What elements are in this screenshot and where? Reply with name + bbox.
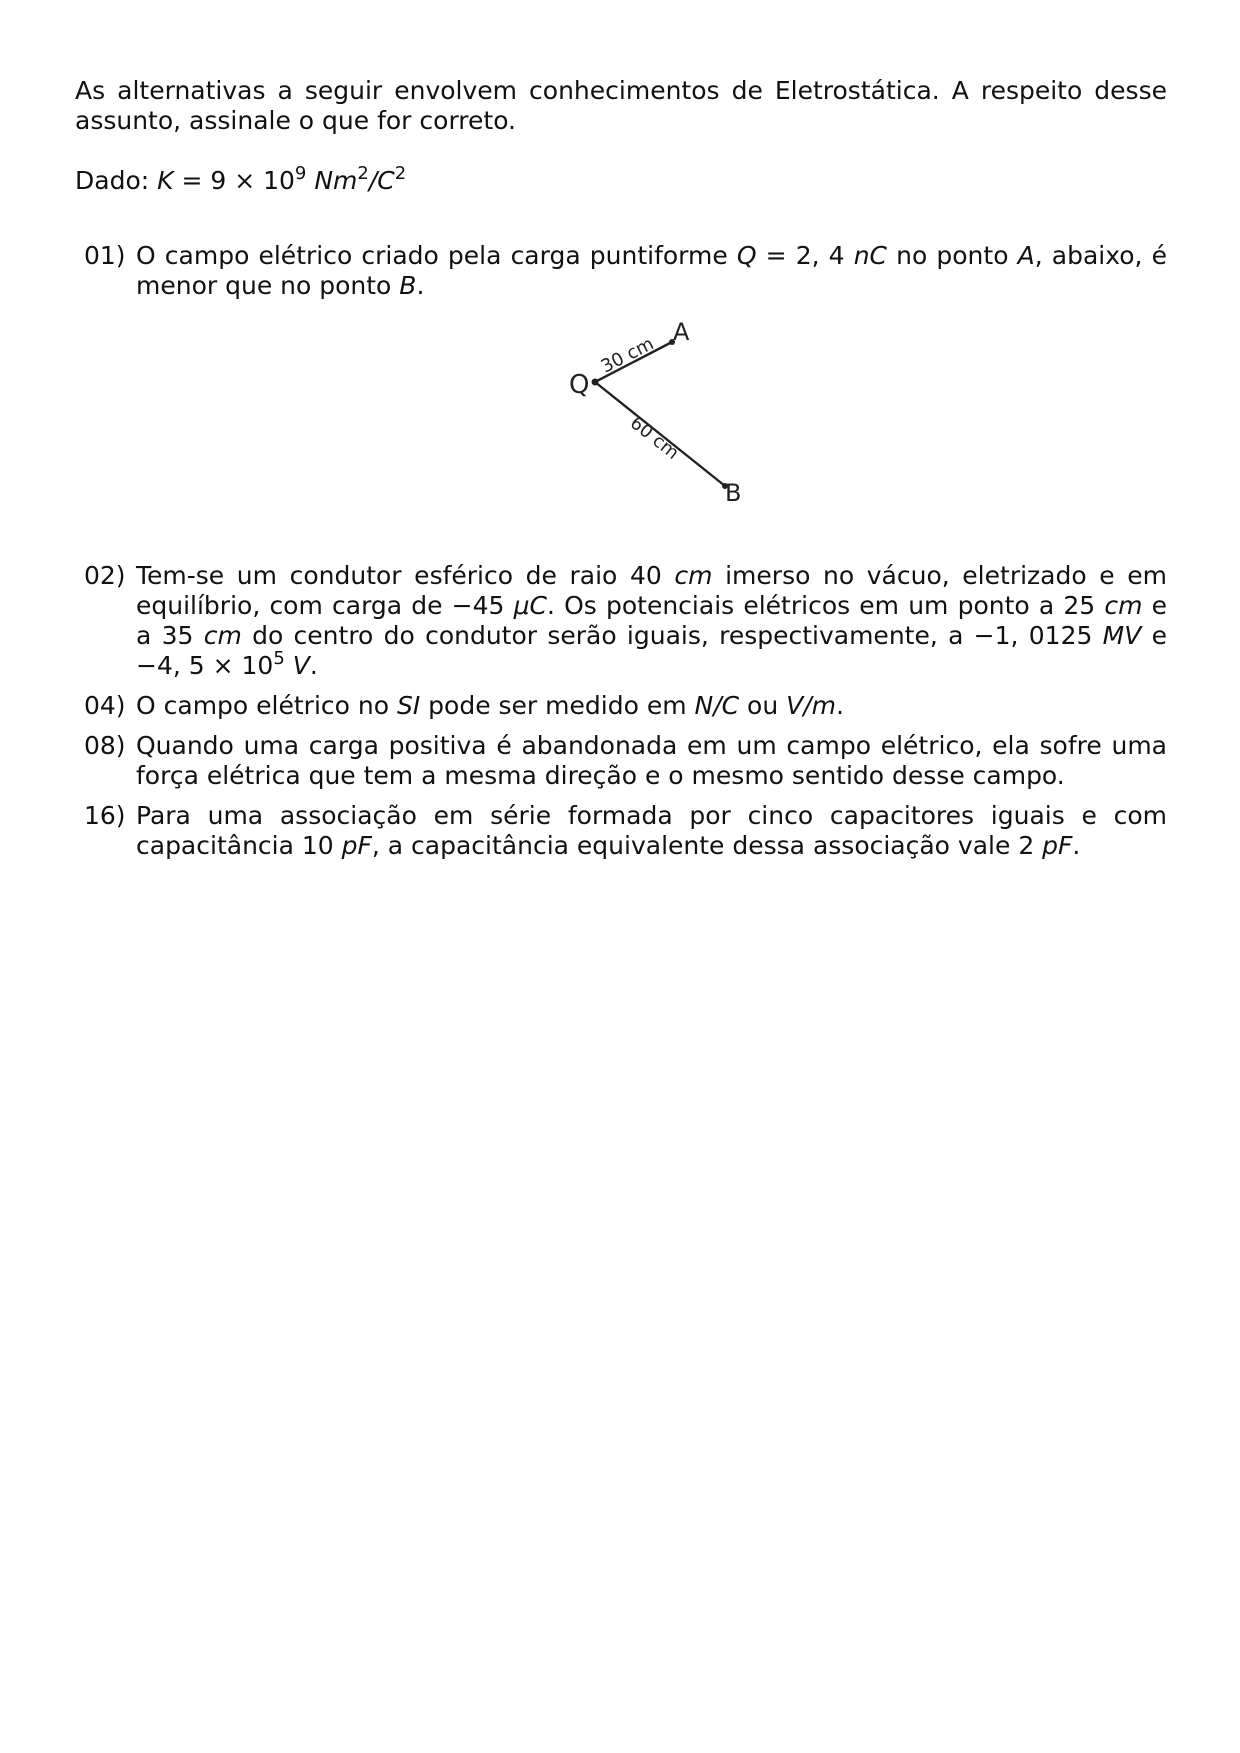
alternative-16 — [75, 801, 1167, 861]
alternative-number: 02) — [84, 561, 126, 590]
point-q — [592, 379, 599, 386]
alternative-02 — [75, 561, 1167, 681]
given-constant — [75, 163, 1167, 196]
question-intro: As alternativas a seguir envolvem conhecimentos de Eletrostática. A respeito desse assunto, assinale o que for correto. — [75, 76, 1167, 135]
alternative-04 — [75, 691, 1167, 721]
alternative-text: Quando uma carga positiva é abandonada em um campo elétrico, ela sofre uma força elétrica que tem a mesma direção e o mesmo sentido desse campo. — [136, 731, 1167, 790]
alternative-text: Para uma associação em série formada por cinco capacitores iguais e com capacitância 10 pF, a capacitância equivalente dessa associação vale 2 pF. — [136, 801, 1167, 860]
alternative-number: 04) — [84, 691, 126, 720]
alternative-08 — [75, 731, 1167, 791]
alternative-number: 08) — [84, 731, 126, 760]
constant-exponent: 9 — [294, 163, 307, 184]
distance-qb: 60 cm — [625, 412, 683, 464]
constant-value: = 9 × 10 — [173, 166, 295, 195]
alternative-number: 16) — [84, 801, 126, 830]
alternative-number: 01) — [84, 241, 126, 270]
alternative-01 — [75, 241, 1167, 301]
label-q: Q — [569, 370, 590, 400]
question-page — [75, 76, 1167, 871]
unit-part-b: /C — [368, 166, 395, 195]
alternative-text: Tem-se um condutor esférico de raio 40 cm imerso no vácuo, eletrizado e em equilíbrio, com carga de −45 μC. Os potenciais elétricos em um ponto a 25 cm e a 35 cm do centro do condutor serão iguais, respectivamente, a −1, 0125 MV e −4, $5 \times 10^5$ V. — [136, 561, 1168, 680]
label-a: A — [673, 318, 690, 346]
constant-symbol: K — [157, 166, 174, 195]
unit-exponent-2: 2 — [394, 163, 407, 184]
label-b: B — [725, 479, 742, 507]
given-label: Dado: — [75, 166, 158, 195]
charge-diagram — [75, 315, 1167, 555]
unit-part-a: Nm — [306, 166, 358, 195]
unit-exponent-1: 2 — [357, 163, 369, 184]
alternative-text: O campo elétrico no SI pode ser medido em N/C ou V/m. — [136, 691, 844, 720]
charge-diagram-svg — [545, 315, 765, 555]
alternative-text: O campo elétrico criado pela carga puntiforme Q = 2, 4 nC no ponto A, abaixo, é menor que no ponto B. — [136, 241, 1167, 300]
distance-qa: 30 cm — [597, 333, 658, 378]
